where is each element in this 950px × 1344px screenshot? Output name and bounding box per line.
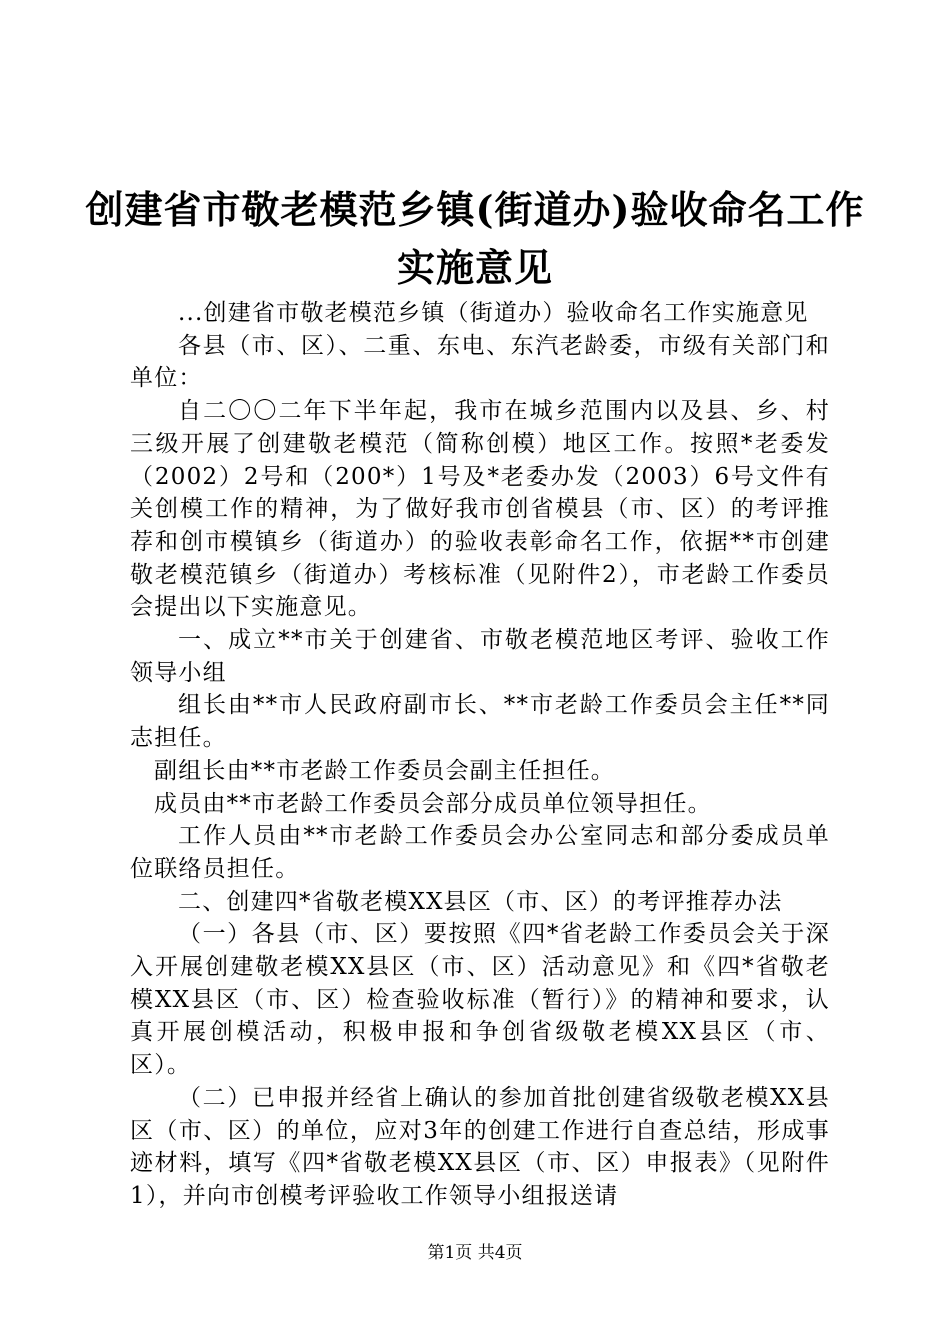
paragraph-group-leader: 组长由**市人民政府副市长、**市老龄工作委员会主任**同志担任。 xyxy=(130,692,830,752)
document-title-line-1: 创建省市敬老模范乡镇(街道办)验收命名工作 xyxy=(85,187,865,232)
paragraph-members: 成员由**市老龄工作委员会部分成员单位领导担任。 xyxy=(154,790,712,817)
paragraph-salutation: 各县（市、区）、二重、东电、东汽老龄委，市级有关部门和单位： xyxy=(130,332,830,392)
document-title-line-2: 实施意见 xyxy=(396,245,553,290)
paragraph-section-2-heading: 二、创建四*省敬老模XX县区（市、区）的考评推荐办法 xyxy=(178,888,783,915)
paragraph-deputy-leader: 副组长由**市老龄工作委员会副主任担任。 xyxy=(154,757,615,784)
paragraph-staff: 工作人员由**市老龄工作委员会办公室同志和部分委成员单位联络员担任。 xyxy=(130,823,830,882)
document-body xyxy=(130,297,830,1213)
page-number-footer: 第1页 共4页 xyxy=(427,1243,523,1263)
paragraph-item-2: （二）已申报并经省上确认的参加首批创建省级敬老模XX县区（市、区）的单位，应对3年的创建工作进行自查总结，形成事迹材料，填写《四*省敬老模XX县区（市、区）申报表》（见附件1），并向市创模考评验收工作领导小组报送请 xyxy=(130,1084,830,1209)
paragraph-background: 自二〇〇二年下半年起，我市在城乡范围内以及县、乡、村三级开展了创建敬老模范（简称创模）地区工作。按照*老委发（2002）2号和（200*）1号及*老委办发（2003）6号文件有关创模工作的精神，为了做好我市创省模县（市、区）的考评推荐和创市模镇乡（街道办）的验收表彰命名工作，依据**市创建敬老模范镇乡（街道办）考核标准（见附件2），市老龄工作委员会提出以下实施意见。 xyxy=(130,398,830,621)
paragraph-intro: ...创建省市敬老模范乡镇（街道办）验收命名工作实施意见 xyxy=(178,300,809,326)
paragraph-section-1-heading: 一、成立**市关于创建省、市敬老模范地区考评、验收工作领导小组 xyxy=(130,627,830,686)
paragraph-item-1: （一）各县（市、区）要按照《四*省老龄工作委员会关于深入开展创建敬老模XX县区（市、区）活动意见》和《四*省敬老模XX县区（市、区）检查验收标准（暂行）》的精神和要求，认真开展创模活动，积极申报和争创省级敬老模XX县区（市、区）。 xyxy=(130,921,830,1079)
